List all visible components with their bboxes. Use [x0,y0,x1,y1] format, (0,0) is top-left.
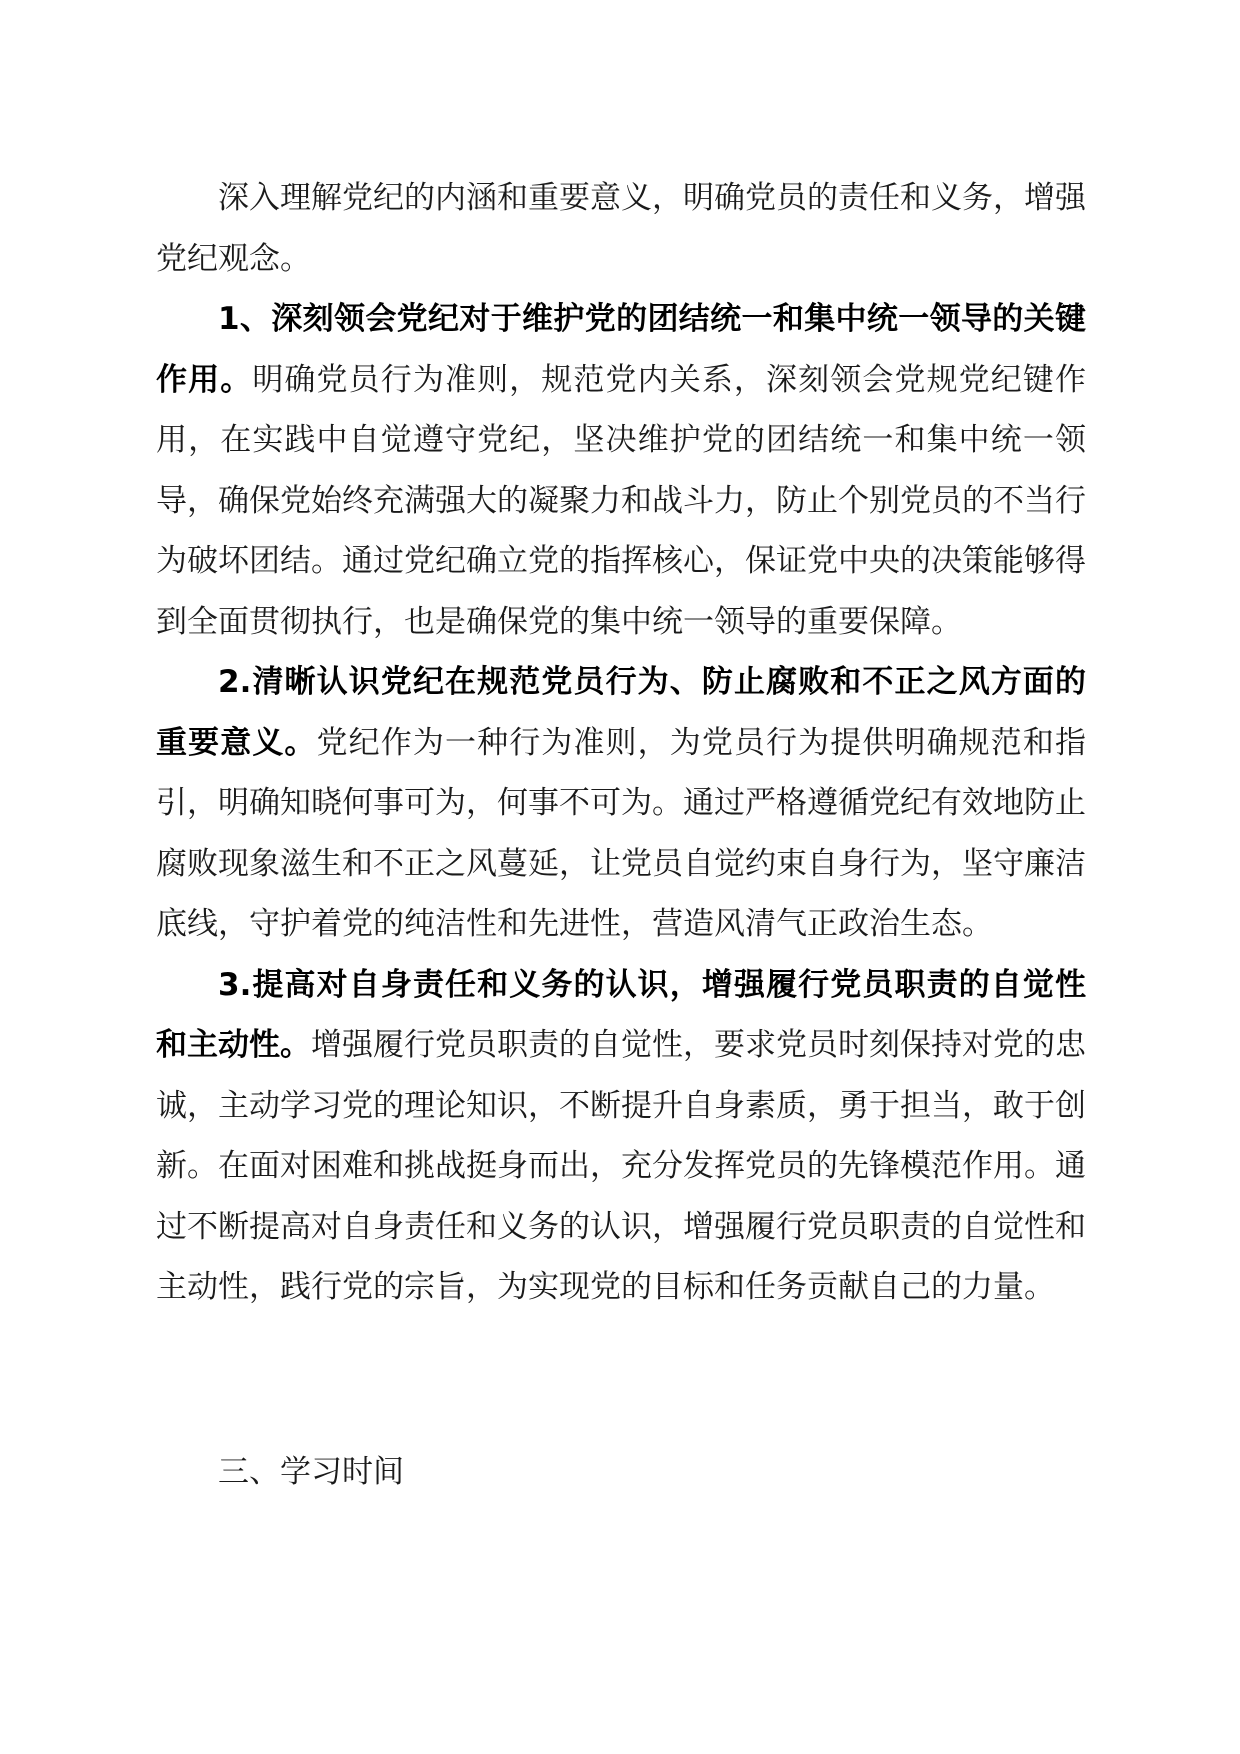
item-title-3: 3.提高对自身责任和义务的认识，增强履行党员职责的自觉性和主动性。 [156,966,1086,1063]
section-heading: 三、学习时间 [218,1454,404,1490]
item-body-1: 明确党员行为准则，规范党内关系，深刻领会党规党纪键作用，在实践中自觉遵守党纪，坚决维护党的团结统一和集中统一领导，确保党始终充满强大的凝聚力和战斗力，防止个别党员的不当行为破坏团结。通过党纪确立党的指挥核心，保证党中央的决策能够得到全面贯彻执行，也是确保党的集中统一领导的重要保障。 [156,361,1087,640]
item-body-3: 增强履行党员职责的自觉性，要求党员时刻保持对党的忠诚，主动学习党的理论知识，不断提升自身素质，勇于担当，敢于创新。在面对困难和挑战挺身而出，充分发挥党员的先锋模范作用。通过不断提高对自身责任和义务的认识，增强履行党员职责的自觉性和主动性，践行党的宗旨，为实现党的目标和任务贡献自己的力量。 [156,1027,1086,1305]
item-body-2: 党纪作为一种行为准则，为党员行为提供明确规范和指引，明确知晓何事可为，何事不可为。通过严格遵循党纪有效地防止腐败现象滋生和不正之风蔓延，让党员自觉约束自身行为，坚守廉洁底线，守护着党的纯洁性和先进性，营造风清气正政治生态。 [156,724,1087,942]
item-paragraph-2 [156,652,1086,955]
item-paragraph-1 [156,289,1086,652]
item-title-1: 1、深刻领会党纪对于维护党的团结统一和集中统一领导的关键作用。 [156,301,1086,398]
document-body [156,168,1086,1318]
item-paragraph-3 [156,955,1086,1318]
item-title-2: 2.清晰认识党纪在规范党员行为、防止腐败和不正之风方面的重要意义。 [156,664,1086,761]
intro-paragraph: 深入理解党纪的内涵和重要意义，明确党员的责任和义务，增强党纪观念。 [156,180,1086,277]
